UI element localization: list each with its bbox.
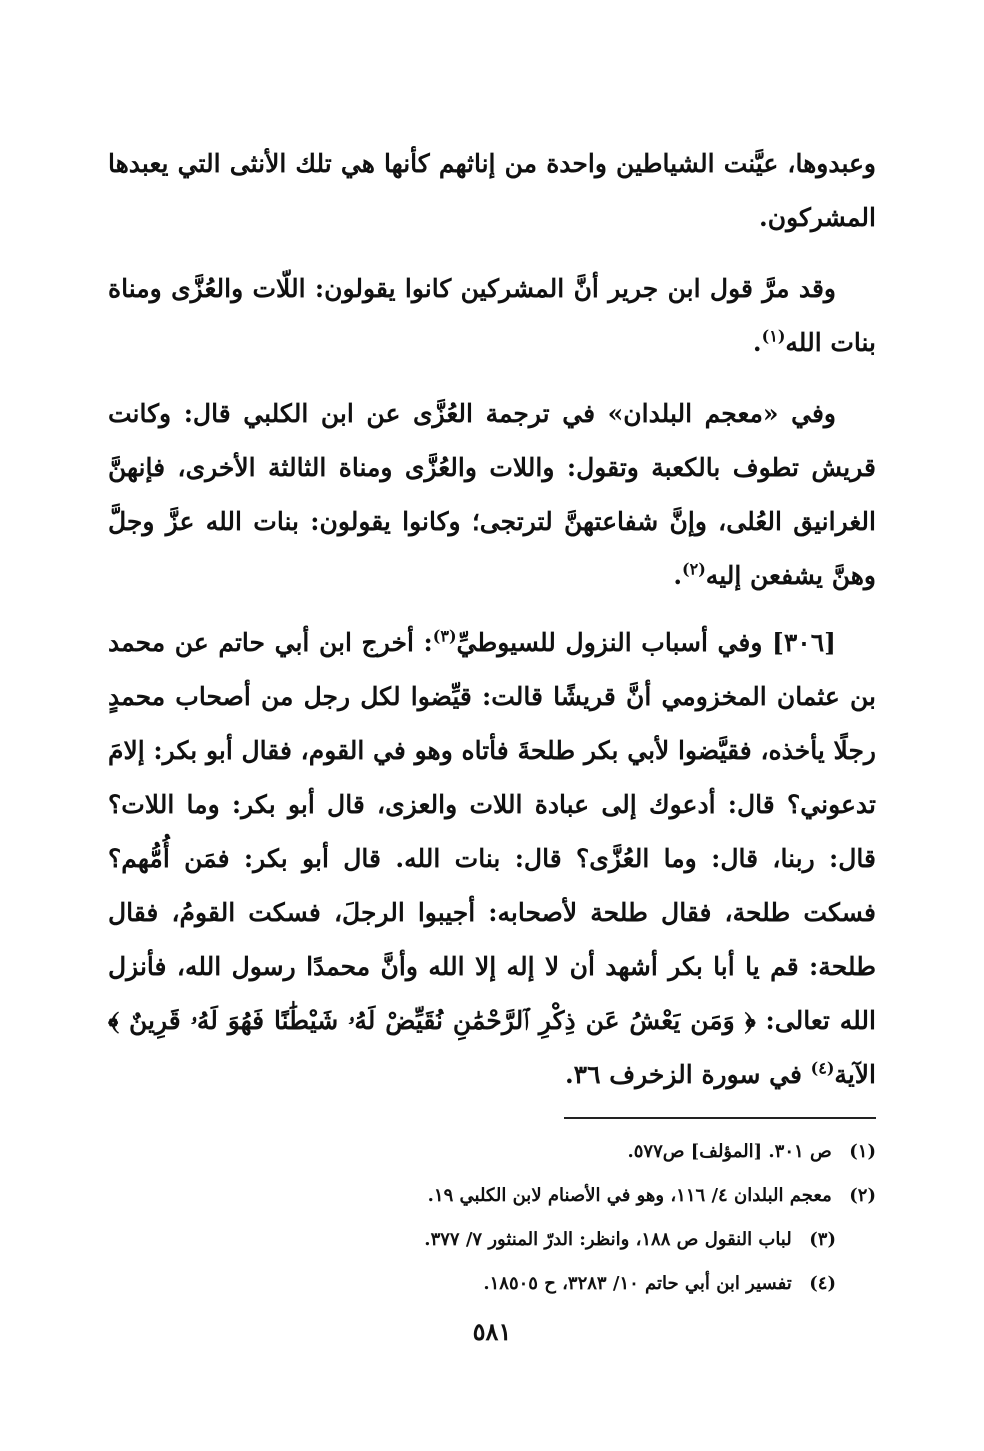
page-number: ٥٨١	[472, 1317, 512, 1346]
footnote-number: (١)	[849, 1141, 876, 1162]
footnote-number: (٣)	[809, 1229, 836, 1250]
footnotes-list	[108, 1130, 876, 1306]
paragraph-4-pre: [٣٠٦] وفي أسباب النزول للسيوطيِّ	[456, 628, 836, 657]
footnote-divider	[564, 1117, 876, 1119]
footnote-item	[108, 1262, 876, 1306]
footnote-ref-3: (٣)	[432, 626, 457, 646]
quran-verse: ﴿ وَمَن يَعْشُ عَن ذِكْرِ ٱلرَّحْمَٰنِ نُقَيِّضْ لَهُۥ شَيْطَٰنًا فَهُوَ لَهُۥ قَرِينٌ ﴾	[108, 1006, 756, 1035]
footnote-ref-2: (٢)	[682, 559, 706, 579]
paragraph-1-text: وعبدوها، عيَّنت الشياطين واحدة من إناثهم كأنها هي تلك الأنثى التي يعبدها المشركون.	[108, 149, 876, 232]
footnote-item	[108, 1130, 876, 1174]
footnote-number: (٤)	[809, 1273, 836, 1294]
paragraph-4-after: الآية	[834, 1060, 876, 1089]
footnote-text: لباب النقول ص ١٨٨، وانظر: الدرّ المنثور ٧/ ٣٧٧.	[424, 1229, 792, 1250]
paragraph-3	[108, 387, 876, 603]
footnote-item	[108, 1218, 876, 1262]
footnote-number: (٢)	[849, 1185, 876, 1206]
footnote-text: معجم البلدان ٤/ ١١٦، وهو في الأصنام لابن الكلبي ١٩.	[427, 1185, 832, 1206]
footnote-text: ص ٣٠١. [المؤلف] ص٥٧٧.	[627, 1141, 832, 1162]
footnote-text: تفسير ابن أبي حاتم ١٠/ ٣٢٨٣، ح ١٨٥٠٥.	[483, 1273, 792, 1294]
paragraph-4-text: : أخرج ابن أبي حاتم عن محمد بن عثمان المخزومي أنَّ قريشًا قالت: قيِّضوا لكل رجل من أصحاب محمدٍ رجلًا يأخذه، فقيَّضوا لأبي بكر طلحةَ فأتاه وهو في القوم، فقال أبو بكر: إلامَ تدعوني؟ قال: أدعوك إلى عبادة اللات والعزى، قال أبو بكر: وما اللات؟ قال: ربنا، قال: وما العُزَّى؟ قال: بنات الله. قال أبو بكر: فمَن أُمُّهم؟ فسكت طلحة، فقال طلحة لأصحابه: أجيبوا الرجلَ، فسكت القومُ، فقال طلحة: قم يا أبا بكر أشهد أن لا إله إلا الله وأنَّ محمدًا رسول الله، فأنزل الله تعالى:	[108, 628, 876, 1035]
paragraph-2-tail: .	[752, 328, 762, 357]
paragraph-4	[108, 616, 876, 1102]
paragraph-3-tail: .	[673, 561, 683, 590]
footnote-ref-1: (١)	[761, 326, 786, 346]
footnote-ref-4: (٤)	[810, 1058, 835, 1078]
paragraph-4-tail: في سورة الزخرف ٣٦.	[564, 1060, 811, 1089]
footnote-item	[108, 1174, 876, 1218]
paragraph-3-text: وفي «معجم البلدان» في ترجمة العُزَّى عن ابن الكلبي قال: وكانت قريش تطوف بالكعبة وتقول: واللات والعُزَّى ومناة الثالثة الأخرى، فإنهنَّ الغرانيق العُلى، وإنَّ شفاعتهنَّ لترتجى؛ وكانوا يقولون: بنات الله عزَّ وجلَّ وهنَّ يشفعن إليه	[108, 399, 876, 590]
paragraph-2	[108, 262, 876, 370]
paragraph-2-text: وقد مرَّ قول ابن جرير أنَّ المشركين كانوا يقولون: اللّات والعُزَّى ومناة بنات الله	[108, 274, 876, 357]
paragraph-1	[108, 137, 876, 245]
